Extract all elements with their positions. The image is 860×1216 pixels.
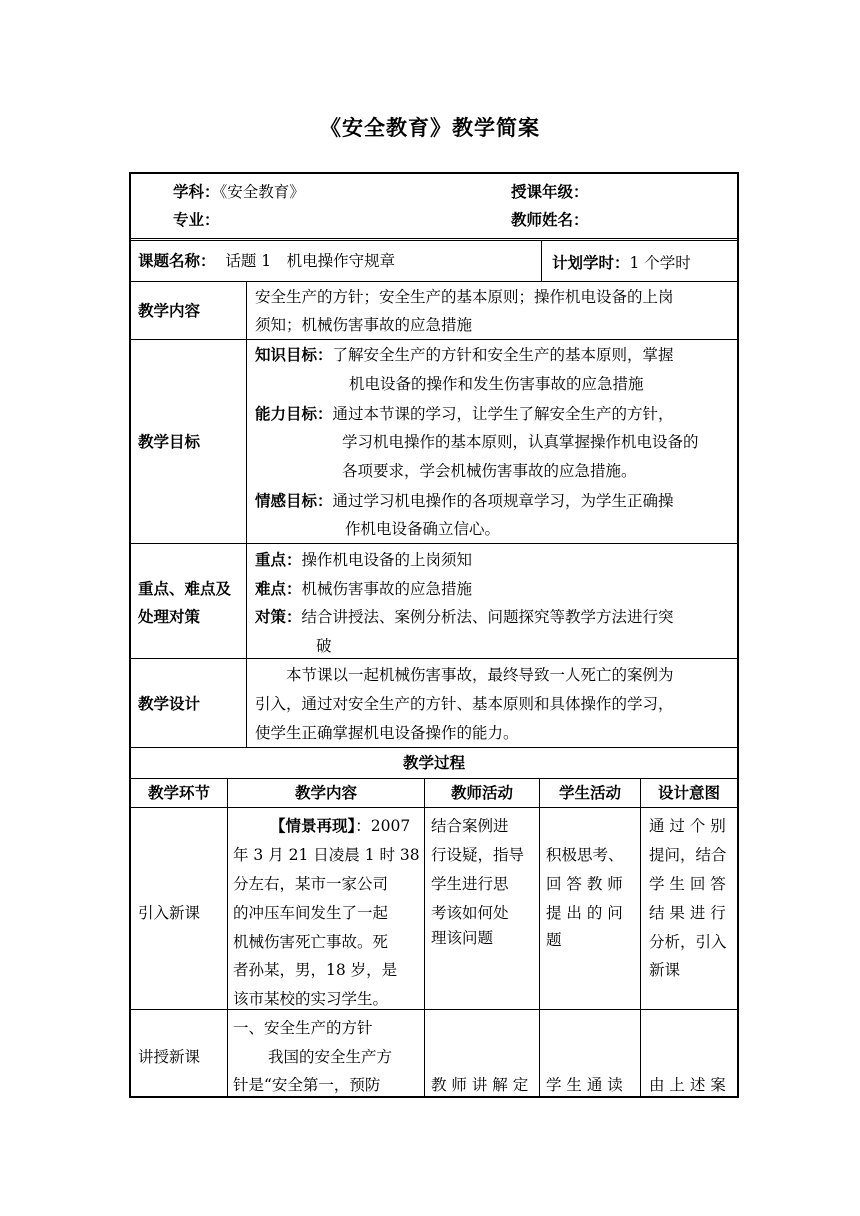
hours-label: 计划学时：	[552, 254, 630, 272]
major-label: 专业：	[173, 211, 220, 229]
document-title: 《安全教育》教学简案	[320, 116, 540, 140]
ability-goal-label: 能力目标：	[255, 405, 333, 423]
knowledge-goal-line-2: 机电设备的操作和发生伤害事故的应急措施	[349, 375, 644, 393]
row1-content-line-4: 的冲压车间发生了一起	[233, 904, 389, 922]
ability-goal-text: 通过本节课的学习，让学生了解安全生产的方针，	[332, 405, 674, 423]
column-header-stage: 教学环节	[147, 784, 210, 802]
strategy-line-1	[255, 603, 674, 631]
row1-teacher-line-1: 结合案例进	[431, 817, 509, 835]
stage-new-lesson: 讲授新课	[138, 1048, 201, 1066]
key-point-text: 操作机电设备的上岗须知	[301, 551, 473, 569]
row1-content-line-6: 者孙某，男，18 岁，是	[233, 961, 398, 979]
subject-label: 学科：	[173, 183, 220, 201]
goals-label: 教学目标	[138, 433, 201, 451]
row1-teacher-line-3: 学生进行思	[431, 875, 509, 893]
row2-content-line-2: 我国的安全生产方	[268, 1048, 393, 1066]
subject-value: 《安全教育》	[219, 183, 305, 201]
row1-content-line-5: 机械伤害死亡事故。死	[233, 933, 389, 951]
row-divider	[129, 807, 739, 808]
row1-content-line-3: 分左右，某市一家公司	[233, 875, 389, 893]
column-header-student: 学生活动	[558, 784, 621, 802]
grade-label: 授课年级：	[511, 183, 589, 201]
difficult-point-label: 难点：	[255, 580, 302, 598]
topic-value: 话题 1 机电操作守规章	[225, 252, 396, 270]
content-line-1: 安全生产的方针；安全生产的基本原则；操作机电设备的上岗	[255, 288, 674, 306]
knowledge-goal-text: 了解安全生产的方针和安全生产的基本原则，掌握	[332, 346, 674, 364]
row1-content-line-2: 年 3 月 21 日凌晨 1 时 38	[233, 846, 420, 864]
design-line-1: 本节课以一起机械伤害事故，最终导致一人死亡的案例为	[286, 666, 674, 684]
topic-row	[138, 247, 395, 275]
row1-student-line-3: 提 出 的 问	[546, 904, 623, 922]
row-divider	[129, 281, 739, 282]
row1-intent-line-6: 新课	[649, 961, 681, 979]
ability-goal-line-3: 各项要求，学会机械伤害事故的应急措施。	[342, 462, 637, 480]
content-label: 教学内容	[138, 302, 201, 320]
col-divider	[424, 778, 425, 1098]
column-header-intent: 设计意图	[657, 784, 720, 802]
col-divider	[541, 240, 542, 281]
row2-content-line-3: 针是“安全第一，预防	[233, 1076, 381, 1094]
row1-student-line-4: 题	[546, 931, 562, 949]
key-point-line	[255, 546, 472, 574]
row1-teacher-line-5: 理该问题	[431, 929, 494, 947]
hours-value: 1 个学时	[629, 254, 691, 272]
subject-row	[173, 178, 305, 206]
content-line-2: 须知；机械伤害事故的应急措施	[255, 316, 473, 334]
column-header-content: 教学内容	[294, 784, 357, 802]
knowledge-goal-line-1	[255, 341, 674, 369]
hours-row	[552, 249, 691, 277]
stage-intro: 引入新课	[138, 904, 201, 922]
row1-intent-line-3: 学 生 回 答	[649, 875, 726, 893]
keypoints-label-line-2: 处理对策	[138, 608, 201, 626]
difficult-point-text: 机械伤害事故的应急措施	[301, 580, 473, 598]
col-divider	[640, 778, 641, 1098]
col-divider	[246, 281, 247, 747]
row-divider	[129, 543, 739, 544]
row2-teacher-line-1: 教 师 讲 解 定	[431, 1076, 529, 1094]
emotion-goal-line-1	[255, 487, 674, 515]
key-point-label: 重点：	[255, 551, 302, 569]
topic-label: 课题名称：	[138, 252, 216, 270]
design-line-3: 使学生正确掌握机电设备操作的能力。	[255, 724, 519, 742]
row1-teacher-line-2: 行设疑，指导	[431, 846, 525, 864]
row1-teacher-line-4: 考该如何处	[431, 904, 509, 922]
col-divider	[539, 778, 540, 1098]
row-divider	[129, 240, 739, 241]
row-divider	[129, 1009, 739, 1010]
row2-intent-line-1: 由 上 述 案	[649, 1076, 726, 1094]
scenario-label: 【情景再现】	[270, 817, 356, 835]
design-label: 教学设计	[138, 695, 201, 713]
row-divider	[129, 658, 739, 659]
keypoints-label-line-1: 重点、难点及	[138, 580, 232, 598]
process-title: 教学过程	[402, 754, 465, 772]
ability-goal-line-1	[255, 400, 674, 428]
strategy-text: 结合讲授法、案例分析法、问题探究等教学方法进行突	[301, 608, 674, 626]
design-line-2: 引入，通过对安全生产的方针、基本原则和具体操作的学习，	[255, 695, 674, 713]
col-divider	[227, 778, 228, 1098]
row1-intent-line-2: 提问，结合	[649, 846, 727, 864]
row-divider	[129, 747, 739, 748]
strategy-line-2: 破	[316, 637, 332, 655]
row1-content-line-7: 该市某校的实习学生。	[233, 990, 389, 1008]
row1-student-line-2: 回 答 教 师	[546, 875, 623, 893]
row1-intent-line-5: 分析，引入	[649, 933, 727, 951]
teacher-name-label: 教师姓名：	[511, 211, 589, 229]
emotion-goal-text: 通过学习机电操作的各项规章学习，为学生正确操	[332, 492, 674, 510]
row1-intent-line-1: 通 过 个 别	[649, 817, 726, 835]
emotion-goal-line-2: 作机电设备确立信心。	[345, 520, 501, 538]
knowledge-goal-label: 知识目标：	[255, 346, 333, 364]
row1-content-line-1	[270, 812, 410, 840]
row-divider	[129, 238, 739, 239]
row2-content-line-1: 一、安全生产的方针	[233, 1019, 373, 1037]
row-divider	[129, 339, 739, 340]
difficult-point-line	[255, 575, 472, 603]
scenario-date: ：2007	[355, 817, 411, 835]
row1-intent-line-4: 结 果 进 行	[649, 904, 726, 922]
row2-student-line-1: 学 生 通 读	[546, 1076, 623, 1094]
row1-student-line-1: 积极思考、	[546, 846, 624, 864]
emotion-goal-label: 情感目标：	[255, 492, 333, 510]
column-header-teacher: 教师活动	[450, 784, 513, 802]
ability-goal-line-2: 学习机电操作的基本原则，认真掌握操作机电设备的	[342, 433, 699, 451]
strategy-label: 对策：	[255, 608, 302, 626]
